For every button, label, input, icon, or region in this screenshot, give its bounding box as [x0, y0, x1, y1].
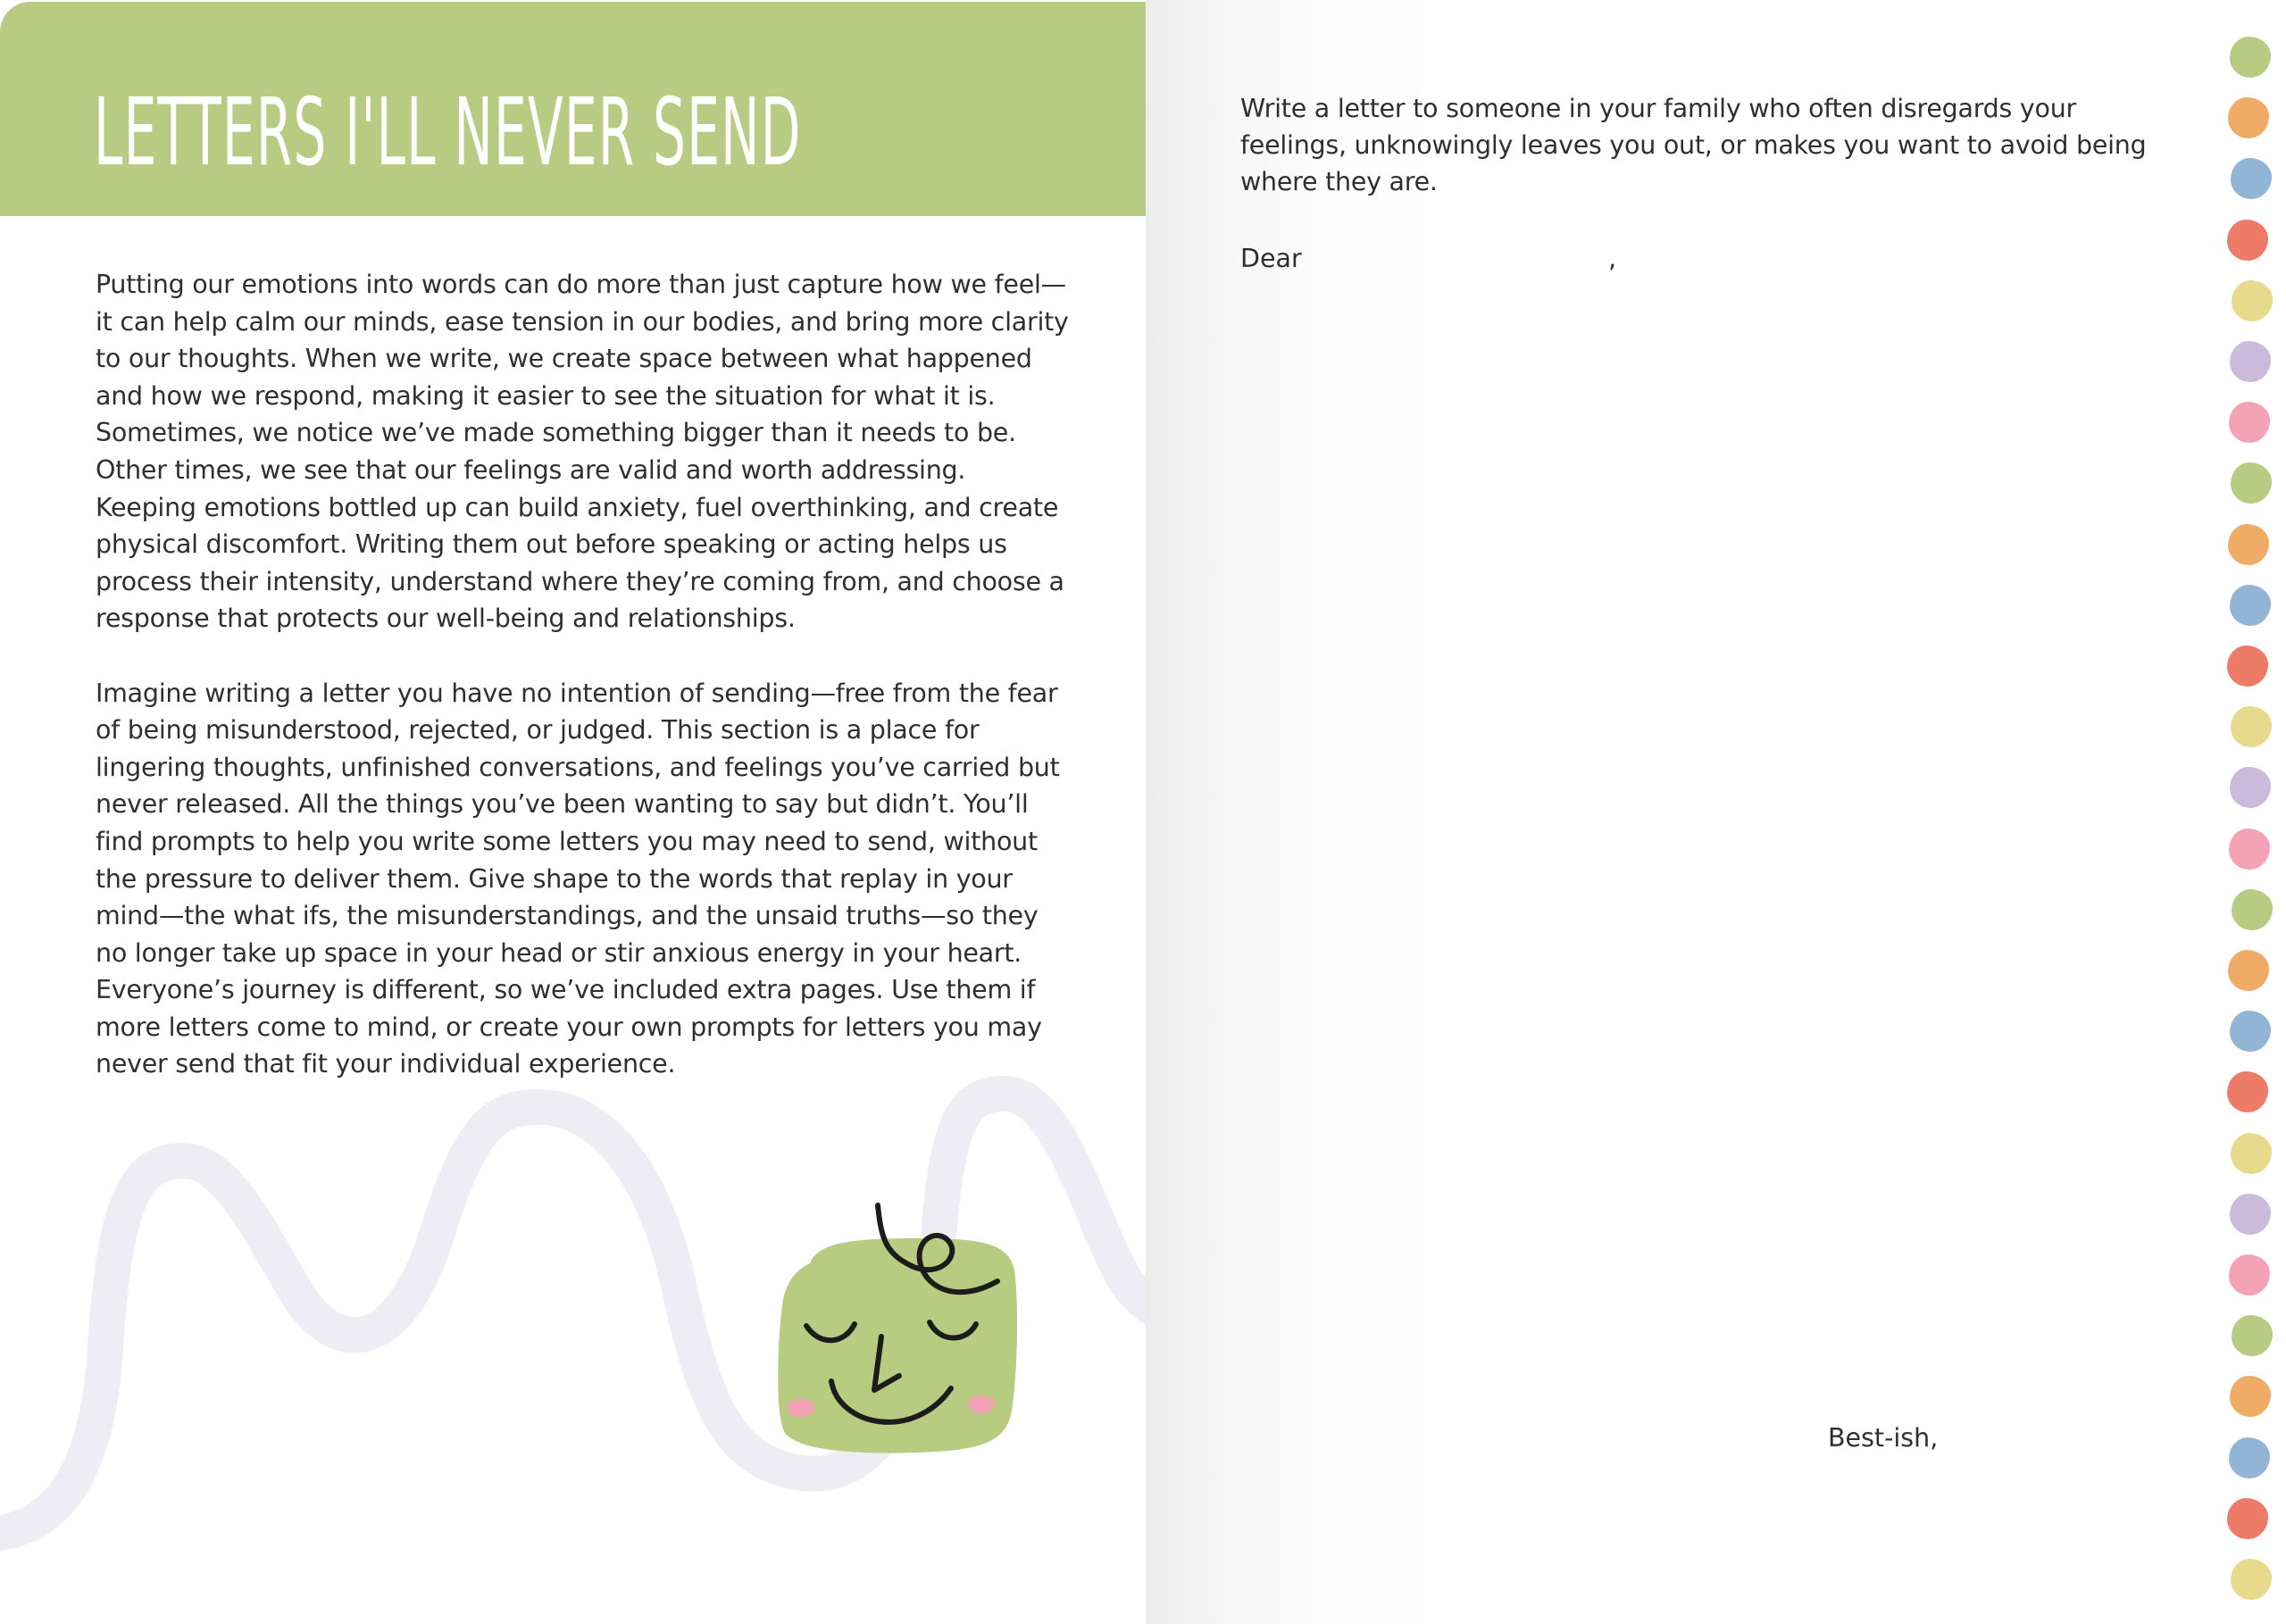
- tab-dot: [2229, 1437, 2270, 1478]
- tab-dot: [2228, 524, 2269, 565]
- tab-dot: [2231, 1133, 2272, 1174]
- tab-dot: [2231, 706, 2272, 747]
- intro-paragraph: Imagine writing a letter you have no intention of sending—free from the fear of being misunderstood, rejected, or judged. This section is a place for lingering thoughts, unfinished conversations, and feelings you’ve carried but never released. All the things you’ve been wanting to say but didn’t. You’ll find prompts to help you write some letters you may need to send, without the pressure to deliver them. Give shape to the words that replay in your mind—the what ifs, the misunderstandings, and the unsaid truths—so they no longer take up space in your head or stir anxious energy in your heart. Everyone’s journey is different, so we’ve included extra pages. Use them if more letters come to mind, or create your own prompts for letters you may never send that fit your individual experience.: [96, 678, 1060, 1079]
- smiling-face-icon: [763, 1192, 1063, 1487]
- right-page: [1146, 0, 2286, 1624]
- tab-dot: [2230, 767, 2271, 808]
- tab-dot: [2230, 341, 2271, 382]
- tab-dot: [2229, 829, 2270, 870]
- tab-dot: [2230, 37, 2271, 78]
- tab-dot: [2232, 280, 2273, 321]
- tab-dot: [2230, 1011, 2271, 1052]
- tab-dot: [2230, 585, 2271, 626]
- tab-dot: [2230, 1376, 2271, 1417]
- tab-dot: [2231, 462, 2272, 504]
- tab-dot: [2228, 97, 2269, 138]
- tab-dot: [2231, 158, 2272, 199]
- blush-left: [788, 1399, 814, 1417]
- page-title: LETTERS I'LL NEVER SEND: [94, 78, 802, 187]
- tab-dot: [2228, 950, 2269, 991]
- tab-dots: [2223, 0, 2286, 1624]
- letter-prompt: Write a letter to someone in your family who often disregards your feelings, unknowingly leaves you out, or makes you want to avoid being where they are.: [1240, 94, 2147, 196]
- blush-right: [968, 1395, 995, 1413]
- tab-dot: [2227, 645, 2268, 687]
- tab-dot: [2227, 220, 2268, 261]
- tab-dot: [2227, 1498, 2268, 1539]
- tab-dot: [2231, 1559, 2272, 1600]
- tab-dot: [2229, 1254, 2270, 1295]
- tab-dot: [2227, 1071, 2268, 1112]
- tab-dot: [2230, 1194, 2271, 1235]
- salutation-label: Dear: [1240, 244, 1302, 273]
- intro-paragraph: Putting our emotions into words can do more than just capture how we feel—it can help calm our minds, ease tension in our bodies, and bring more clarity to our thoughts. When we write, we create space between what happened and how we respond, making it easier to see the situation for what it is. Sometimes, we notice we’ve made something bigger than it needs to be. Other times, we see that our feelings are valid and worth addressing. Keeping emotions bottled up can build anxiety, fuel overthinking, and create physical discomfort. Writing them out before speaking or acting helps us process their intensity, understand where they’re coming from, and choose a response that protects our well-being and relationships.: [96, 270, 1069, 634]
- intro-text: [96, 266, 1069, 1083]
- tab-dot: [2232, 889, 2273, 930]
- salutation-comma: ,: [1608, 244, 1617, 273]
- signoff-label: Best-ish,: [1828, 1423, 1939, 1453]
- tab-dot: [2232, 1315, 2273, 1356]
- tab-dot: [2229, 402, 2270, 443]
